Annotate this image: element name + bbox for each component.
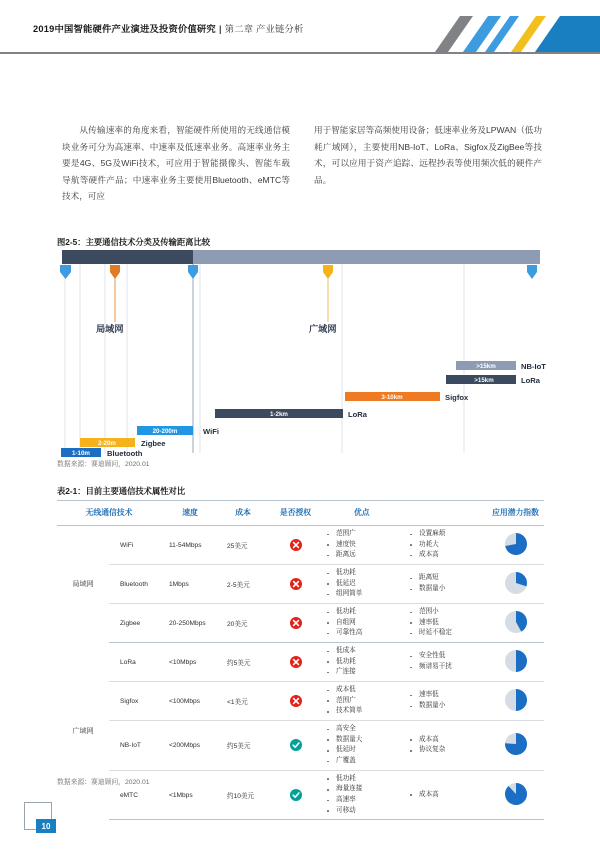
table-cell-cost: 约10美元 <box>219 770 267 820</box>
body-paragraph-left-text: 从传输速率的角度来看，智能硬件所使用的无线通信模块业务可分为高速率、中速率及低速率业务。高速率业务主要是4G、5G及WiFi技术，可应用于智能摄像头、智能车载导航等硬件产品；中速率业务主要使用Bluetooth、eMTC等技术，可应 <box>62 125 290 201</box>
list-item: 可移动 <box>324 806 407 817</box>
table-cell-tech: NB-IoT <box>109 721 161 771</box>
list-item: 高安全 <box>324 724 407 735</box>
cons-list <box>407 651 487 672</box>
table-cell-pros <box>324 770 407 820</box>
potential-pie-chart <box>503 687 529 715</box>
table-cell-tech: WiFi <box>109 526 161 565</box>
table-cell-pros <box>324 604 407 643</box>
list-item: 可靠性高 <box>324 628 407 639</box>
table-cell-cons <box>407 721 487 771</box>
list-item: 低延迟 <box>324 579 407 590</box>
list-item: 成本高 <box>407 790 487 801</box>
list-item: 范围广 <box>324 696 407 707</box>
figure-zone-label-wan: 广域网 <box>309 324 337 334</box>
figure-bar-lora-long <box>446 375 541 385</box>
list-item: 数据量小 <box>407 584 487 595</box>
list-item: 广连接 <box>324 667 407 678</box>
table-cell-tech: Sigfox <box>109 682 161 721</box>
figure-title: 图2-5：主要通信技术分类及传输距离比较 <box>57 237 211 247</box>
table-cell-potential <box>487 526 544 565</box>
table-cell-licensed <box>267 604 324 643</box>
svg-text:Zigbee: Zigbee <box>141 439 166 448</box>
table-cell-licensed <box>267 682 324 721</box>
potential-pie-chart <box>503 531 529 559</box>
cons-list <box>407 735 487 756</box>
table-header-speed: 速度 <box>161 501 219 526</box>
list-item: 范围广 <box>324 529 407 540</box>
list-item: 高速率 <box>324 795 407 806</box>
pros-list <box>324 529 407 561</box>
table-cell-licensed <box>267 565 324 604</box>
table-header-pros: 优点 <box>324 501 487 526</box>
table-cell-potential <box>487 604 544 643</box>
pros-list <box>324 568 407 600</box>
pros-list <box>324 646 407 678</box>
table-header-row <box>57 501 544 526</box>
table-header-potential: 应用潜力指数 <box>487 501 544 526</box>
figure-zone-label-lan: 局域网 <box>96 324 124 334</box>
page-header <box>0 0 600 56</box>
table-cell-speed: 11-54Mbps <box>161 526 219 565</box>
list-item: 成本高 <box>407 735 487 746</box>
table-cell-potential <box>487 643 544 682</box>
figure-zone-lan-band <box>62 250 193 264</box>
cons-list <box>407 790 487 801</box>
table-cell-cons <box>407 643 487 682</box>
header-chapter: 第二章 产业链分析 <box>224 24 304 34</box>
list-item: 数据量小 <box>407 701 487 712</box>
list-item: 距离远 <box>324 550 407 561</box>
cons-list <box>407 529 487 561</box>
svg-text:NB-IoT: NB-IoT <box>521 362 546 371</box>
table-cell-cost: 约5美元 <box>219 643 267 682</box>
table-cell-potential <box>487 770 544 820</box>
body-paragraph-right <box>314 122 542 205</box>
svg-text:20-200m: 20-200m <box>152 428 178 436</box>
table-cell-pros <box>324 682 407 721</box>
list-item: 频谱易干扰 <box>407 662 487 673</box>
table-cell-licensed <box>267 643 324 682</box>
header-title-main: 2019中国智能硬件产业演进及投资价值研究 <box>33 24 216 34</box>
list-item: 低功耗 <box>324 774 407 785</box>
list-item: 速率低 <box>407 618 487 629</box>
figure-bar-lora-short <box>215 409 368 419</box>
cross-circle-icon <box>290 695 302 707</box>
table-cell-licensed <box>267 770 324 820</box>
table-cell-speed: <100Mbps <box>161 682 219 721</box>
list-item: 自组网 <box>324 618 407 629</box>
figure-distance-comparison <box>57 250 546 458</box>
table-header-licensed: 是否授权 <box>267 501 324 526</box>
table-cell-speed: <10Mbps <box>161 643 219 682</box>
svg-text:1-10m: 1-10m <box>72 450 90 458</box>
table-title: 表2-1：目前主要通信技术属性对比 <box>57 486 186 496</box>
table-row[interactable] <box>57 565 544 604</box>
table-group-label-wan: 广域网 <box>57 643 109 820</box>
table-cell-potential <box>487 565 544 604</box>
list-item: 低成本 <box>324 646 407 657</box>
table-cell-cons <box>407 565 487 604</box>
table-cell-potential <box>487 721 544 771</box>
header-decoration <box>415 0 600 56</box>
table-source: 数据来源：赛迪顾问，2020.01 <box>57 779 150 786</box>
figure-bar-wifi <box>137 426 219 436</box>
table-cell-licensed <box>267 721 324 771</box>
svg-text:>15km: >15km <box>474 377 494 385</box>
svg-text:Bluetooth: Bluetooth <box>107 449 143 458</box>
cross-circle-icon <box>290 617 302 629</box>
figure-bar-nbiot <box>456 361 546 371</box>
table-cell-tech: Zigbee <box>109 604 161 643</box>
svg-text:1-2km: 1-2km <box>270 411 288 419</box>
table-cell-pros <box>324 526 407 565</box>
table-cell-speed: 20-250Mbps <box>161 604 219 643</box>
list-item: 数据量大 <box>324 735 407 746</box>
list-item: 广覆盖 <box>324 756 407 767</box>
cons-list <box>407 690 487 711</box>
potential-pie-chart <box>503 570 529 598</box>
list-item: 安全性低 <box>407 651 487 662</box>
table-cell-speed: 1Mbps <box>161 565 219 604</box>
table-cell-pros <box>324 565 407 604</box>
table-row[interactable] <box>57 643 544 682</box>
table-cell-pros <box>324 643 407 682</box>
table-cell-cost: 2-5美元 <box>219 565 267 604</box>
table-cell-cons <box>407 604 487 643</box>
potential-pie-chart <box>503 609 529 637</box>
pros-list <box>324 724 407 767</box>
table-cell-potential <box>487 682 544 721</box>
figure-pin-lan <box>110 265 120 322</box>
table-group-label-lan: 局域网 <box>57 526 109 643</box>
figure-source: 数据来源：赛迪顾问，2020.01 <box>57 461 150 468</box>
list-item: 海量连接 <box>324 784 407 795</box>
table-cell-speed: <200Mbps <box>161 721 219 771</box>
pros-list <box>324 607 407 639</box>
list-item: 速度快 <box>324 540 407 551</box>
check-circle-icon <box>290 789 302 801</box>
cons-list <box>407 573 487 594</box>
table-cell-tech: LoRa <box>109 643 161 682</box>
table-cell-cost: 约5美元 <box>219 721 267 771</box>
svg-text:Sigfox: Sigfox <box>445 393 469 402</box>
figure-bar-bluetooth <box>61 448 143 458</box>
body-paragraph-left <box>62 122 290 205</box>
pros-list <box>324 685 407 717</box>
figure-zone-wan-band <box>193 250 540 264</box>
table-row[interactable] <box>57 526 544 565</box>
potential-pie-chart <box>503 731 529 759</box>
list-item: 低功耗 <box>324 657 407 668</box>
cross-circle-icon <box>290 578 302 590</box>
table-row[interactable] <box>57 604 544 643</box>
svg-text:LoRa: LoRa <box>348 410 367 419</box>
comparison-table <box>57 500 544 820</box>
pros-list <box>324 774 407 817</box>
svg-text:3-10km: 3-10km <box>381 394 403 402</box>
figure-pin-end <box>527 265 537 279</box>
list-item: 低延时 <box>324 745 407 756</box>
figure-pin-mid <box>188 265 198 279</box>
list-item: 距离短 <box>407 573 487 584</box>
table-header-tech: 无线通信技术 <box>57 501 161 526</box>
svg-text:2-20m: 2-20m <box>98 440 116 448</box>
list-item: 速率低 <box>407 690 487 701</box>
table-cell-cons <box>407 770 487 820</box>
list-item: 功耗大 <box>407 540 487 551</box>
table-cell-cons <box>407 682 487 721</box>
check-circle-icon <box>290 739 302 751</box>
table-cell-tech: eMTC <box>109 770 161 820</box>
table-cell-cost: 25美元 <box>219 526 267 565</box>
figure-pin-start <box>60 265 71 279</box>
list-item: 成本低 <box>324 685 407 696</box>
table-row[interactable] <box>57 721 544 771</box>
list-item: 协议复杂 <box>407 745 487 756</box>
body-text <box>62 122 544 205</box>
list-item: 技术简单 <box>324 706 407 717</box>
table-cell-licensed <box>267 526 324 565</box>
list-item: 范围小 <box>407 607 487 618</box>
table-row[interactable] <box>57 682 544 721</box>
figure-pin-wan <box>323 265 333 322</box>
list-item: 低功耗 <box>324 607 407 618</box>
list-item: 组网简单 <box>324 589 407 600</box>
table-cell-pros <box>324 721 407 771</box>
table-cell-tech: Bluetooth <box>109 565 161 604</box>
header-stripes-icon <box>415 0 600 56</box>
list-item: 成本高 <box>407 550 487 561</box>
cross-circle-icon <box>290 656 302 668</box>
table-cell-cons <box>407 526 487 565</box>
header-title-separator: | <box>218 24 222 34</box>
potential-pie-chart <box>503 648 529 676</box>
cross-circle-icon <box>290 539 302 551</box>
list-item: 时延不稳定 <box>407 628 487 639</box>
table-cell-cost: <1美元 <box>219 682 267 721</box>
cons-list <box>407 607 487 639</box>
page-number: 10 <box>36 819 56 833</box>
svg-text:LoRa: LoRa <box>521 376 540 385</box>
potential-pie-chart <box>503 781 529 809</box>
list-item: 低功耗 <box>324 568 407 579</box>
figure-bar-sigfox <box>345 392 469 402</box>
table-cell-cost: 20美元 <box>219 604 267 643</box>
svg-text:WiFi: WiFi <box>203 427 219 436</box>
table-header-cost: 成本 <box>219 501 267 526</box>
header-title <box>33 21 304 35</box>
table-cell-speed: <1Mbps <box>161 770 219 820</box>
list-item: 设置麻烦 <box>407 529 487 540</box>
svg-text:>15km: >15km <box>476 363 496 371</box>
figure-bar-zigbee <box>80 438 165 448</box>
body-paragraph-right-text: 用于智能家居等高频使用设备；低速率业务及LPWAN（低功耗广域网），主要使用NB-IoT、LoRa、Sigfox及ZigBee等技术，可以应用于资产追踪、远程抄表等使用频次低的硬件产品。 <box>314 125 542 185</box>
